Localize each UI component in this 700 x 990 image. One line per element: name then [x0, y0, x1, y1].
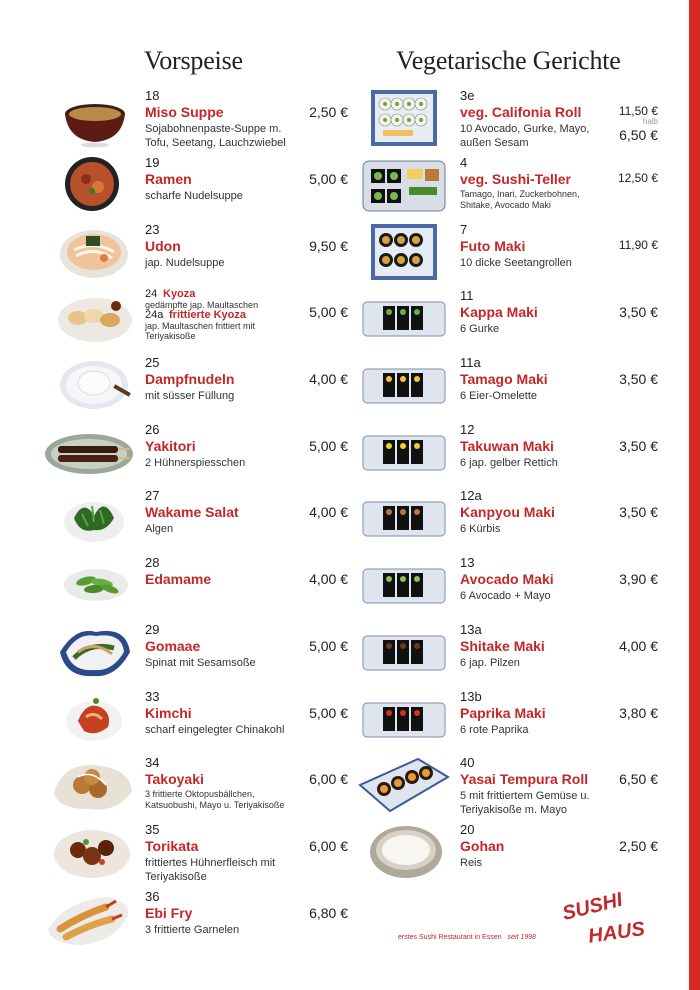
miso-soup-icon — [56, 88, 134, 148]
item-description: 6 Avocado + Mayo — [460, 590, 551, 602]
item-name: veg. Sushi-Teller — [460, 171, 571, 187]
footer-tagline — [398, 934, 536, 941]
item-price: 11,90 € — [618, 238, 658, 252]
item-number: 11 — [460, 288, 474, 303]
item-number: 40 — [460, 755, 475, 770]
item-name: Takoyaki — [145, 771, 204, 787]
dampfnudel-plate-icon — [56, 355, 134, 415]
item-description: Reis — [460, 857, 483, 869]
item-price: 5,00 € — [309, 705, 348, 721]
item-price: 5,00 € — [309, 638, 348, 654]
red-side-bar — [689, 0, 700, 990]
item-number: 33 — [145, 689, 160, 704]
menu-item-yasai-tempura-roll — [358, 755, 658, 819]
item-description: 6 Eier-Omelette — [460, 390, 538, 402]
shitake-maki-plate-icon — [361, 622, 447, 682]
item-number: 26 — [145, 422, 160, 437]
menu-item-ebi-fry — [46, 889, 348, 953]
item-price: 11,50 € — [618, 104, 658, 118]
menu-item-kyoza — [56, 288, 348, 352]
item-name: Miso Suppe — [145, 104, 224, 120]
wakame-salad-icon — [56, 488, 134, 548]
item-name: Gomaae — [145, 638, 201, 654]
menu-item-edamame — [56, 555, 348, 619]
price-note-halb: halb — [642, 117, 658, 126]
item-price: 6,50 € — [619, 771, 658, 787]
item-price: 5,00 € — [309, 171, 348, 187]
sushi-haus-logo — [558, 888, 658, 948]
paprika-maki-plate-icon — [361, 689, 447, 749]
menu-item-miso-suppe — [56, 88, 348, 152]
item-description: 6 rote Paprika — [460, 724, 529, 736]
rice-bowl-icon — [368, 822, 444, 882]
item-name: Dampfnudeln — [145, 371, 235, 387]
torikata-plate-icon — [52, 822, 132, 882]
item-number: 36 — [145, 889, 160, 904]
item-price: 4,00 € — [309, 504, 348, 520]
menu-item-dampfnudeln — [56, 355, 348, 419]
item-price: 6,00 € — [309, 838, 348, 854]
takoyaki-plate-icon — [52, 755, 134, 815]
item-price: 4,00 € — [619, 638, 658, 654]
item-number-secondary: 24a — [145, 309, 164, 321]
item-name: Ramen — [145, 171, 192, 187]
item-description: Spinat mit Sesamsoße — [145, 657, 256, 669]
item-name: Kappa Maki — [460, 304, 538, 320]
item-name: Avocado Maki — [460, 571, 554, 587]
item-price: 3,90 € — [619, 571, 658, 587]
item-description: mit süsser Füllung — [145, 390, 235, 402]
item-number: 28 — [145, 555, 160, 570]
item-description: 2 Hühnerspiesschen — [145, 457, 246, 469]
item-name: Tamago Maki — [460, 371, 548, 387]
menu-item-veg-california-roll — [361, 88, 658, 152]
futo-maki-plate-icon — [361, 222, 447, 282]
item-price: 9,50 € — [309, 238, 348, 254]
item-price: 3,50 € — [619, 504, 658, 520]
menu-item-torikata — [52, 822, 348, 886]
item-description: jap. Nudelsuppe — [145, 257, 225, 269]
menu-item-shitake-maki — [361, 622, 658, 686]
menu-item-takoyaki — [52, 755, 348, 819]
logo-line-2: HAUS — [586, 917, 647, 948]
item-description: Algen — [145, 523, 174, 535]
item-price: 6,80 € — [309, 905, 348, 921]
heading-vegetarische-gerichte: Vegetarische Gerichte — [396, 46, 621, 75]
item-description: 6 jap. Pilzen — [460, 657, 520, 669]
item-number: 11a — [460, 355, 481, 370]
avocado-maki-plate-icon — [361, 555, 447, 615]
menu-item-kappa-maki — [361, 288, 658, 352]
item-price: 3,50 € — [619, 438, 658, 454]
menu-item-veg-sushi-teller — [361, 155, 658, 219]
menu-item-udon — [56, 222, 348, 286]
tempura-roll-plate-icon — [358, 755, 450, 815]
item-name: Yasai Tempura Roll — [460, 771, 589, 787]
item-price: 5,00 € — [309, 304, 348, 320]
footer-note: seit 1998 — [507, 934, 536, 941]
item-description: Sojabohnenpaste-Suppe m. Tofu, Seetang, Lauchzwiebel — [145, 123, 286, 149]
item-name: Paprika Maki — [460, 705, 546, 721]
menu-item-kanpyou-maki — [361, 488, 658, 552]
item-number: 13a — [460, 622, 482, 637]
sushi-teller-plate-icon — [361, 155, 447, 215]
kimchi-bowl-icon — [56, 689, 134, 749]
ramen-bowl-icon — [56, 155, 134, 215]
item-number: 19 — [145, 155, 160, 170]
item-description: Tamago, Inari, Zuckerbohnen, Shitake, Avocado Maki — [460, 189, 580, 210]
item-price: 3,50 € — [619, 371, 658, 387]
item-number: 23 — [145, 222, 160, 237]
item-price: 2,50 € — [309, 104, 348, 120]
edamame-icon — [56, 555, 134, 615]
item-number: 3e — [460, 88, 475, 103]
item-name-secondary: frittierte Kyoza — [169, 309, 247, 321]
menu-item-gomaae — [56, 622, 348, 686]
item-description: frittiertes Hühnerfleisch mit Teriyakisoße — [145, 857, 276, 883]
item-description: 5 mit frittiertem Gemüse u. Teriyakisoße m. Mayo — [460, 790, 590, 816]
item-description: 3 frittierte Oktopusbällchen, Katsuobushi, Mayo u. Teriyakisoße — [145, 789, 285, 810]
item-description: scharf eingelegter Chinakohl — [145, 724, 285, 736]
item-name: Futo Maki — [460, 238, 526, 254]
item-price: 3,50 € — [619, 304, 658, 320]
item-number: 13 — [460, 555, 475, 570]
item-description: gedämpfte jap. Maultaschen — [145, 300, 259, 310]
item-number: 29 — [145, 622, 160, 637]
item-name: veg. Califonia Roll — [460, 104, 582, 120]
item-number: 12a — [460, 488, 482, 503]
item-name: Kimchi — [145, 705, 192, 721]
item-description: scharfe Nudelsuppe — [145, 190, 243, 202]
menu-item-tamago-maki — [361, 355, 658, 419]
menu-item-gohan — [368, 822, 658, 886]
item-number: 35 — [145, 822, 160, 837]
menu-item-wakame-salat — [56, 488, 348, 552]
footer-text: erstes Sushi Restaurant in Essen — [398, 934, 502, 941]
item-number: 13b — [460, 689, 482, 704]
item-description: 10 dicke Seetangrollen — [460, 257, 572, 269]
item-name: Takuwan Maki — [460, 438, 554, 454]
menu-item-kimchi — [56, 689, 348, 753]
logo-line-1: SUSHI — [560, 888, 625, 925]
item-description: 6 jap. gelber Rettich — [460, 457, 558, 469]
yakitori-plate-icon — [44, 422, 134, 482]
tamago-maki-plate-icon — [361, 355, 447, 415]
item-number: 20 — [460, 822, 475, 837]
item-name: Kanpyou Maki — [460, 504, 555, 520]
ebi-fry-plate-icon — [46, 889, 132, 949]
kappa-maki-plate-icon — [361, 288, 447, 348]
item-name: Wakame Salat — [145, 504, 239, 520]
item-price: 12,50 € — [617, 171, 658, 185]
item-description: 6 Gurke — [460, 323, 500, 335]
item-name: Torikata — [145, 838, 199, 854]
item-name: Yakitori — [145, 438, 196, 454]
item-name: Udon — [145, 238, 181, 254]
item-name: Shitake Maki — [460, 638, 545, 654]
item-number: 4 — [460, 155, 468, 170]
item-price: 5,00 € — [309, 438, 348, 454]
item-number: 25 — [145, 355, 160, 370]
item-price: 4,00 € — [309, 371, 348, 387]
menu-item-paprika-maki — [361, 689, 658, 753]
menu-item-futo-maki — [361, 222, 658, 286]
item-price: 2,50 € — [619, 838, 658, 854]
item-price-half: 6,50 € — [619, 127, 658, 143]
item-price: 3,80 € — [619, 705, 658, 721]
item-number: 7 — [460, 222, 468, 237]
menu-item-takuwan-maki — [361, 422, 658, 486]
item-name: Ebi Fry — [145, 905, 193, 921]
item-name: Gohan — [460, 838, 505, 854]
gomaae-plate-icon — [56, 622, 134, 682]
item-price: 6,00 € — [309, 771, 348, 787]
item-name: Edamame — [145, 571, 212, 587]
item-number: 12 — [460, 422, 475, 437]
item-number: 18 — [145, 88, 160, 103]
item-description: 6 Kürbis — [460, 523, 501, 535]
item-number: 24 — [145, 288, 158, 300]
item-description: 10 Avocado, Gurke, Mayo, außen Sesam — [460, 123, 590, 149]
udon-bowl-icon — [56, 222, 134, 282]
kanpyou-maki-plate-icon — [361, 488, 447, 548]
gyoza-plate-icon — [56, 288, 134, 348]
item-price: 4,00 € — [309, 571, 348, 587]
item-description-secondary: jap. Maultaschen frittiert mit Teriyakisoße — [145, 321, 256, 341]
item-description: 3 frittierte Garnelen — [145, 924, 240, 936]
california-roll-plate-icon — [361, 88, 447, 148]
menu-item-avocado-maki — [361, 555, 658, 619]
takuwan-maki-plate-icon — [361, 422, 447, 482]
heading-vorspeise: Vorspeise — [144, 46, 243, 75]
menu-item-yakitori — [44, 422, 348, 486]
item-number: 27 — [145, 488, 160, 503]
menu-item-ramen — [56, 155, 348, 219]
item-number: 34 — [145, 755, 160, 770]
item-name: Kyoza — [163, 288, 196, 300]
